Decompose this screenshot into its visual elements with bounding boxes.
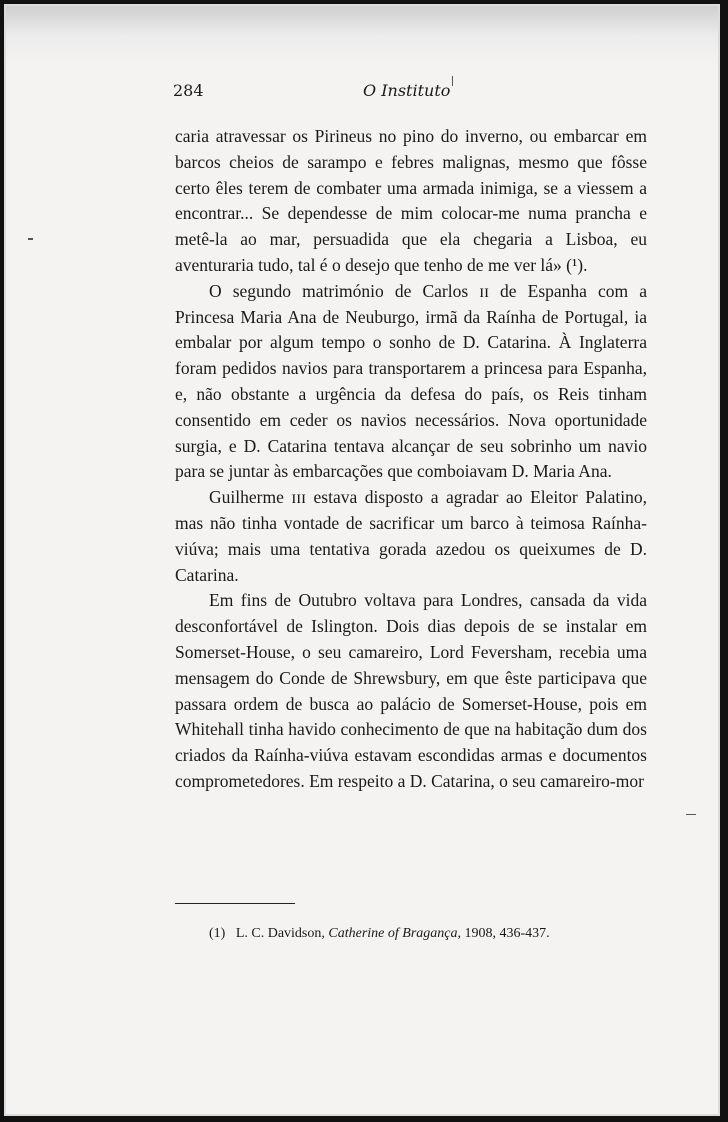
- body-text: [175, 124, 647, 795]
- footnote-title: Catherine of Bragança,: [328, 926, 461, 941]
- running-title: O Instituto: [363, 81, 451, 100]
- paragraph-1: caria atravessar os Pirineus no pino do inverno, ou embarcar em barcos cheios de sarampo e febres malignas, mesmo que fôsse certo êles terem de combater uma armada inimiga, se a viessem a encontrar... Se dependesse de mim colocar-me numa prancha e metê-la ao mar, persuadida que ela chegaria a Lisboa, eu aventuraria tudo, tal é o desejo que tenho de me ver lá» (¹).: [175, 126, 647, 275]
- scan-speck: [452, 76, 453, 86]
- page: [6, 6, 718, 1114]
- scan-speck: [28, 238, 33, 240]
- footnote-rule: [175, 903, 295, 904]
- footnote-details: 1908, 436-437.: [464, 926, 550, 941]
- paragraph-4: Em fins de Outubro voltava para Londres, cansada da vida desconfortável de Islington. Dois dias depois de se instalar em Somerset-House, o seu camareiro, Lord Feversham, recebia uma mensagem do Conde de Shrewsbury, em que êste participava que passara ordem de busca ao palácio de Somerset-House, pois em Whitehall tinha havido conhecimento de que na habitação dum dos criados da Raínha-viúva estavam escondidas armas e documentos comprometedores. Em respeito a D. Catarina, o seu camareiro-mor: [175, 590, 647, 791]
- paragraph-2: O segundo matrimónio de Carlos ɪɪ de Espanha com a Princesa Maria Ana de Neuburgo, irmã da Raínha de Portugal, ia embalar por algum tempo o sonho de D. Catarina. À Inglaterra foram pedidos navios para transportarem a princesa para Espanha, e, não obstante a urgência da defesa do país, os Reis tinham consentido em ceder os navios necessários. Nova oportunidade surgia, e D. Catarina tentava alcançar de seu sobrinho um navio para se juntar às embarcações que comboiavam D. Maria Ana.: [175, 280, 647, 482]
- footnote-author: L. C. Davidson,: [235, 926, 325, 941]
- page-number: 284: [173, 81, 204, 100]
- page-header: [173, 81, 643, 105]
- footnote-marker: (1): [209, 926, 226, 941]
- footnote: [209, 925, 649, 943]
- scan-speck: [686, 814, 696, 815]
- paragraph-3: Guilherme ɪɪɪ estava disposto a agradar ao Eleitor Palatino, mas não tinha vontade de sacrificar um barco à teimosa Raínha-viúva; mais uma tentativa gorada azedou os queixumes de D. Catarina.: [175, 487, 647, 585]
